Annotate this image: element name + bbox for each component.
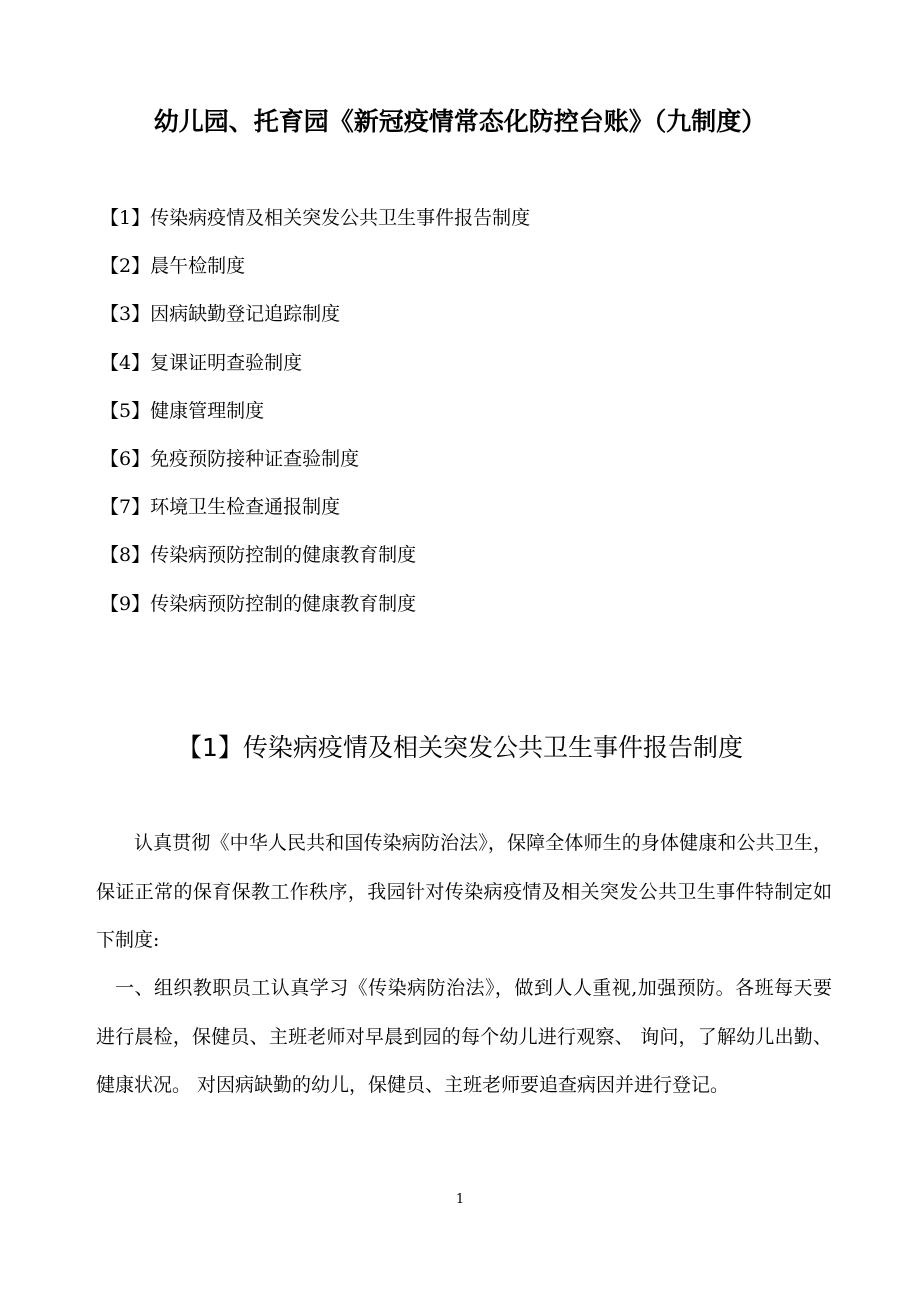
page-number: 1 [455,1192,465,1207]
toc-item: 【9】传染病预防控制的健康教育制度 [100,592,417,615]
toc-item: 【8】传染病预防控制的健康教育制度 [100,544,417,567]
document-title: 幼儿园、托育园《新冠疫情常态化防控台账》（九制度） [153,107,767,136]
toc-item: 【1】传染病疫情及相关突发公共卫生事件报告制度 [100,207,531,229]
toc-item: 【2】晨午检制度 [100,255,246,278]
toc-item: 【3】因病缺勤登记追踪制度 [100,303,341,326]
table-of-contents [100,198,530,632]
section-heading: 【1】传染病疫情及相关突发公共卫生事件报告制度 [177,733,743,762]
toc-item: 【7】环境卫生检查通报制度 [100,496,341,519]
toc-item: 【5】健康管理制度 [100,399,265,422]
body-paragraph: 认真贯彻《中华人民共和国传染病防治法》，保障全体师生的身体健康和公共卫生，保证正常的保育保教工作秩序，我园针对传染病疫情及相关突发公共卫生事件特制定如下制度: [96,832,832,951]
toc-item: 【4】复课证明查验制度 [100,351,303,374]
body-paragraph: 一、组织教职员工认真学习《传染病防治法》，做到人人重视,加强预防。各班每天要进行晨检，保健员、主班老师对早晨到园的每个幼儿进行观察、 询问，了解幼儿出勤、 健康状况。 对因病缺勤的幼儿，保健员、主班老师要追查病因并进行登记。 [96,977,832,1096]
toc-item: 【6】免疫预防接种证查验制度 [100,447,360,470]
